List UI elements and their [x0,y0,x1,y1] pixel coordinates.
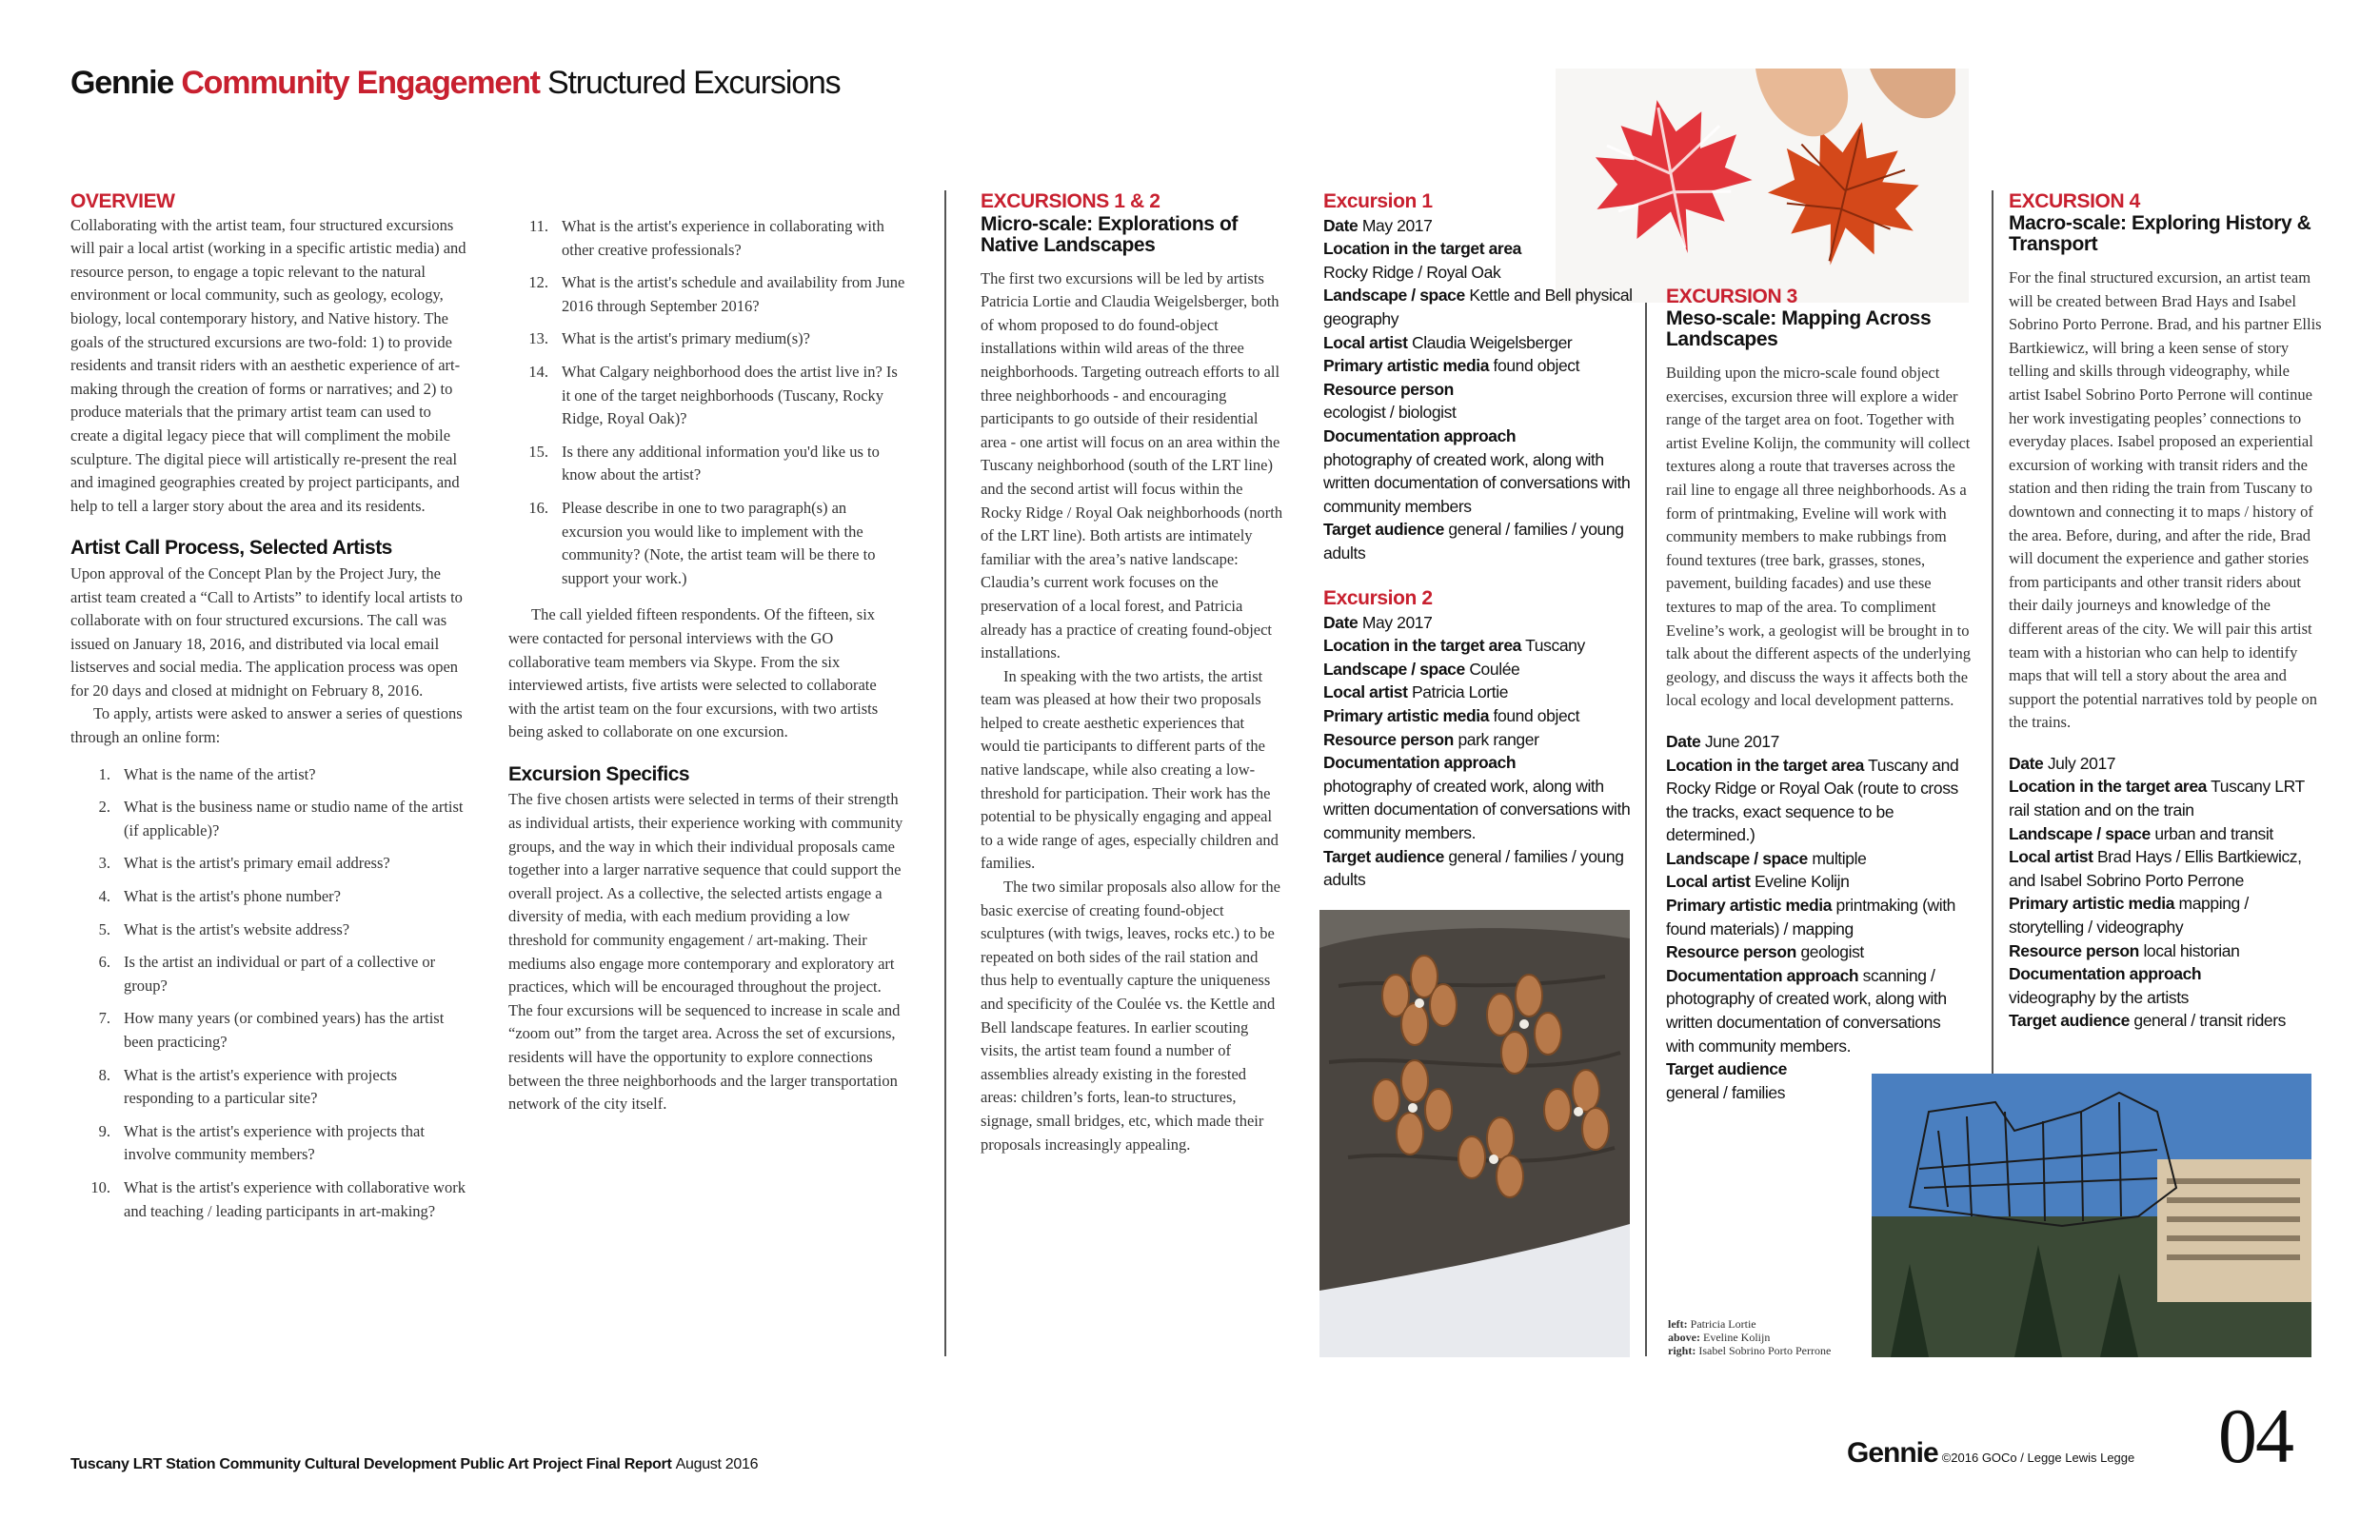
question-number: 2. [98,798,110,817]
audience-label: Target audience [1666,1059,1787,1079]
question-item [70,885,470,909]
question-number: 16. [528,498,548,517]
question-item [508,497,908,590]
location-value: Tuscany and Rocky Ridge or Royal Oak (route to cross the tracks, exact sequence to be determined.) [1666,755,1959,845]
landscape-label: Landscape / space [1666,848,1808,868]
audience-label: Target audience [1323,520,1444,540]
location-value: Tuscany [1525,636,1585,656]
question-text: What is the artist's experience with collaborative work and teaching / leading participants in art-making? [124,1177,466,1220]
question-item [70,852,470,876]
question-list-1 [70,763,470,1224]
excursion-4-heading: EXCURSION 4 [2009,190,2140,212]
artist-label: Local artist [1666,872,1751,892]
artist-value: Patricia Lortie [1412,682,1509,702]
excursion-2-heading: Excursion 2 [1323,587,1433,609]
media-value: printmaking (with found materials) / mapping [1666,896,1956,938]
call-heading: Artist Call Process, Selected Artists [70,537,392,560]
overview-text: Collaborating with the artist team, four structured excursions will pair a local artist (working in a specific artistic media) and resource person, to engage a topic relevant to the natural environment or local community, such as geology, ecology, biology, local contemporary history, and Native history. The goals of the structured excursions are two-fold: 1) to provide residents and transit riders with an aesthetic experience of art-making through the creation of forms or narratives; and 2) to produce materials that the primary artist team can used to create a digital legacy piece that will compliment the mobile sculpture. The digital piece will artistically re-present the real and imagined geographies created by project participants, and help to tell a larger story about the area and its residents. [70,215,466,515]
documentation-value: videography by the artists [2009,987,2190,1007]
resource-value: local historian [2143,940,2240,960]
excursions-1-2-subtitle: Micro-scale: Explorations of Native Landscapes [981,212,1239,256]
question-item [70,1064,470,1111]
artist-value: Claudia Weigelsberger [1412,332,1573,352]
caption-left-value: Patricia Lortie [1690,1317,1756,1331]
title-brand: Gennie [70,65,174,101]
station-sketch-image [1872,1074,2311,1357]
resource-label: Resource person [1666,942,1796,962]
question-text: What is the artist's schedule and availability from June 2016 through September 2016? [562,273,905,315]
excursion-4-text: For the final structured excursion, an artist team will be created between Brad Hays and Isabel Sobrino Porto Perrone. Brad, and his partner Ellis Bartkiewicz, will bring a keen sense of story telling and skills through videography, while artist Isabel Sobrino Porto Perrone will continue her work investigating peoples’ connections to everyday places. Isabel proposed an experiential excursion of working with transit riders and the station and then riding the train from Tuscany to downtown and connecting it to maps / history of the area. Before, during, and after the ride, Brad will document the experience and gather stories from participants and other transit riders about their daily journeys and knowledge of the different areas of the city. We will pair this artist team with a historian who can help to identify maps that will tell a story about the area and support the potential narratives told by people on the trains. [2009,268,2322,732]
question-item [508,327,908,351]
documentation-label: Documentation approach [1323,425,1517,445]
date-value: May 2017 [1361,612,1433,632]
excursions-1-2-p2: In speaking with the two artists, the artist team was pleased at how their two proposals helped to create aesthetic experiences that would tie participants to different parts of the native landscape, while also creating a low-threshold for participation. Their work has the potential to be physically engaging and appeal to a wide range of ages, especially children and families. [981,666,1279,873]
resource-value: park ranger [1458,729,1539,749]
excursions-1-2-heading: EXCURSIONS 1 & 2 [981,190,1160,212]
question-item [70,951,470,997]
landscape-value: Coulée [1469,659,1520,679]
audience-value: general / families / young adults [1323,520,1624,563]
artist-label: Local artist [1323,682,1408,702]
footer-copyright: ©2016 GOCo / Legge Lewis Legge [1941,1451,2135,1465]
question-text: What is the artist's experience in collaborating with other creative professionals? [562,217,884,259]
excursion-3-info [1666,730,1973,1105]
audience-value: general / families / young adults [1323,846,1624,890]
date-label: Date [1666,731,1701,751]
photo-captions [1668,1317,1831,1357]
question-number: 3. [98,854,110,873]
overview-heading: OVERVIEW [70,190,175,212]
location-value: Tuscany LRT rail station and on the train [2009,777,2305,820]
caption-left-label: left: [1668,1317,1688,1331]
media-value: found object [1493,356,1580,376]
apply-text: To apply, artists were asked to answer a series of questions through an online form: [70,704,463,747]
excursion-4 [2009,190,2325,1033]
excursion-1-info [1323,190,1637,565]
page-number: 04 [2218,1392,2292,1479]
footer-report-date: August 2016 [675,1456,759,1472]
location-label: Location in the target area [1323,636,1521,656]
resource-label: Resource person [2009,940,2139,960]
documentation-value: scanning / photography of created work, along with written documentation of conversations with community members. [1666,965,1947,1056]
excursion-3-heading: EXCURSION 3 [1666,286,1797,307]
excursions-1-2-p1: The first two excursions will be led by artists Patricia Lortie and Claudia Weigelsberger, both of whom proposed to do found-object installations within wild areas of the three neighborhoods. Targeting outreach efforts to all three neighborhoods - and encouraging participants to go outside of their residential area - one artist will focus on an area within the Tuscany neighborhood (south of the LRT line) and the second artist will focus within the Rocky Ridge / Royal Oak neighborhoods (north of the LRT line). Both artists are intimately familiar with the area’s native landscape: Claudia’s current work focuses on the preservation of a local forest, and Patricia already has a practice of creating found-object installations. [981,268,1283,662]
caption-right-label: right: [1668,1344,1696,1357]
resource-value: ecologist / biologist [1323,403,1457,423]
excursion-4-subtitle: Macro-scale: Exploring History & Transport [2009,212,2311,255]
date-value: May 2017 [1361,215,1433,235]
question-item [70,763,470,787]
landscape-label: Landscape / space [1323,659,1465,679]
pinecone-photo [1319,910,1630,1357]
resource-label: Resource person [1323,729,1454,749]
question-item [508,361,908,431]
question-text: What is the name of the artist? [124,764,316,783]
question-item [508,441,908,487]
question-item [70,1007,470,1054]
caption-above-value: Eveline Kolijn [1703,1331,1771,1344]
date-value: June 2017 [1704,731,1779,751]
question-number: 11. [528,217,548,235]
location-label: Location in the target area [1323,239,1521,259]
question-list-2 [508,215,908,590]
call-text: Upon approval of the Concept Plan by the Project Jury, the artist team created a “Call to Artists” to identify local artists to collaborate with on four structured excursions. The call was issued on January 18, 2016, and distributed via local email listserves and social media. The application process was open for 20 days and closed at midnight on February 8, 2016. [70,563,463,700]
question-item [508,215,908,262]
question-text: What is the business name or studio name of the artist (if applicable)? [124,798,464,839]
location-value: Rocky Ridge / Royal Oak [1323,262,1501,282]
artist-value: Eveline Kolijn [1755,872,1850,892]
question-number: 13. [528,329,548,348]
location-label: Location in the target area [2009,777,2207,797]
documentation-value: photography of created work, along with written documentation of conversations with community members [1323,449,1631,516]
question-number: 10. [90,1177,110,1196]
audience-value: general / families [1666,1082,1786,1102]
footer-brand [1847,1437,2134,1470]
page-title [70,65,840,102]
footer-report [70,1456,758,1473]
landscape-label: Landscape / space [2009,823,2151,843]
artist-label: Local artist [2009,847,2093,867]
footer-report-title: Tuscany LRT Station Community Cultural Development Public Art Project Final Report [70,1456,672,1472]
specifics-text: The five chosen artists were selected in terms of their strength as individual artists, their experience working with community groups, and the way in which their individual proposals came together into a larger narrative sequence that could support the overall project. As a collective, the selected artists engage a diversity of media, with each medium providing a low threshold for community engagement / art-making. Their mediums also engage more contemporary and exploratory art practices, which will be encouraged throughout the project. The four excursions will be sequenced to increase in scale and “zoom out” from the target area. Across the set of excursions, residents will have the opportunity to explore connections between the three neighborhoods and the larger transportation network of the city itself. [508,790,903,1114]
question-item [70,796,470,842]
audience-label: Target audience [2009,1011,2130,1031]
excursion-3 [1666,286,1973,1104]
artist-value: Brad Hays / Ellis Bartkiewicz, and Isabel Sobrino Porto Perrone [2009,847,2302,890]
station-photo [1872,1074,2311,1357]
pinecone-sculpture-image [1319,910,1630,1357]
column-2 [508,215,908,1116]
question-text: What is the artist's experience with projects that involve community members? [124,1121,425,1164]
question-item [70,1120,470,1167]
date-value: July 2017 [2047,753,2116,773]
question-text: Is there any additional information you'd like us to know about the artist? [562,442,880,484]
question-text: What is the artist's website address? [124,919,350,938]
documentation-value: photography of created work, along with written documentation of conversations with community members. [1323,776,1631,842]
question-number: 8. [98,1065,110,1084]
media-label: Primary artistic media [2009,894,2175,914]
question-text: How many years (or combined years) has the artist been practicing? [124,1009,445,1051]
resource-label: Resource person [1323,379,1454,399]
media-value: found object [1493,705,1580,725]
documentation-label: Documentation approach [1666,965,1859,985]
excursion-3-text: Building upon the micro-scale found object exercises, excursion three will explore a wider range of the target area on foot. Together with artist Eveline Kolijn, the community will collect textures along a route that traverses across the rail line to engage all three neighborhoods. As a form of printmaking, Eveline will work with community members to make rubbings from found textures (tree bark, grasses, stones, pavement, building facades) and use these textures to map of the area. To compliment Eveline’s work, a geologist will be brought in to talk about the different aspects of the underlying geology, and discuss the ways it affects both the local ecology and local development patterns. [1666,364,1971,710]
title-subsection: Structured Excursions [547,65,841,101]
question-text: What Calgary neighborhood does the artist live in? Is it one of the target neighborhoods (Tuscany, Rocky Ridge, Royal Oak)? [562,362,898,428]
question-number: 14. [528,362,548,381]
question-item [70,918,470,942]
question-text: What is the artist's primary medium(s)? [562,329,810,348]
date-label: Date [1323,215,1359,235]
question-item [70,1176,470,1223]
audience-label: Target audience [1323,846,1444,866]
excursion-1-heading: Excursion 1 [1323,190,1433,212]
excursion-2-info [1323,587,1637,892]
question-number: 12. [528,273,548,292]
excursions-1-2-p3: The two similar proposals also allow for the basic exercise of creating found-object sculptures (with twigs, leaves, rocks etc.) to be repeated on both sides of the rail station and thus help to eventually capture the uniqueness and specificity of the Coulée vs. the Kettle and Bell landscape features. In earlier scouting visits, the artist team found a number of assemblies already existing in the forested areas: children’s forts, lean-to structures, signage, small bridges, etc, which made their proposals increasingly appealing. [981,878,1280,1154]
landscape-value: urban and transit [2154,823,2273,843]
question-number: 9. [98,1121,110,1140]
artist-label: Local artist [1323,332,1408,352]
documentation-label: Documentation approach [1323,753,1517,773]
media-label: Primary artistic media [1323,356,1490,376]
question-number: 4. [98,887,110,906]
question-number: 5. [98,919,110,938]
excursion-3-subtitle: Meso-scale: Mapping Across Landscapes [1666,307,1932,350]
location-label: Location in the target area [1666,755,1864,775]
question-number: 6. [98,953,110,972]
question-number: 1. [98,764,110,783]
landscape-label: Landscape / space [1323,286,1465,306]
excursion-4-info [2009,752,2325,1033]
column-divider [944,190,946,1356]
column-divider [1645,303,1647,1356]
yield-text: The call yielded fifteen respondents. Of the fifteen, six were contacted for personal interviews with the GO collaborative team members via Skype. From the six interviewed artists, five artists were selected to collaborate with the artist team on the four excursions, with two artists being asked to collaborate on one excursion. [508,605,879,741]
media-value: mapping / storytelling / videography [2009,894,2249,938]
footer-brand-logo: Gennie [1847,1437,1938,1469]
date-label: Date [2009,753,2044,773]
media-label: Primary artistic media [1323,705,1490,725]
question-number: 7. [98,1009,110,1028]
question-text: What is the artist's primary email address? [124,854,390,873]
date-label: Date [1323,612,1359,632]
question-text: Is the artist an individual or part of a collective or group? [124,953,436,995]
question-text: What is the artist's phone number? [124,887,341,906]
specifics-heading: Excursion Specifics [508,762,690,785]
documentation-label: Documentation approach [2009,964,2202,984]
resource-value: geologist [1800,942,1864,962]
caption-above-label: above: [1668,1331,1700,1344]
audience-value: general / transit riders [2133,1011,2287,1031]
title-section: Community Engagement [181,65,540,101]
landscape-value: Kettle and Bell physical geography [1323,286,1633,328]
media-label: Primary artistic media [1666,896,1833,916]
column-3 [981,190,1283,1156]
question-item [508,271,908,318]
column-1 [70,190,470,1233]
question-text: Please describe in one to two paragraph(s) an excursion you would like to implement with the community? (Note, the artist team will be there to support your work.) [562,498,876,587]
landscape-value: multiple [1812,848,1867,868]
question-text: What is the artist's experience with projects responding to a particular site? [124,1065,398,1108]
question-number: 15. [528,442,548,461]
caption-right-value: Isabel Sobrino Porto Perrone [1698,1344,1832,1357]
